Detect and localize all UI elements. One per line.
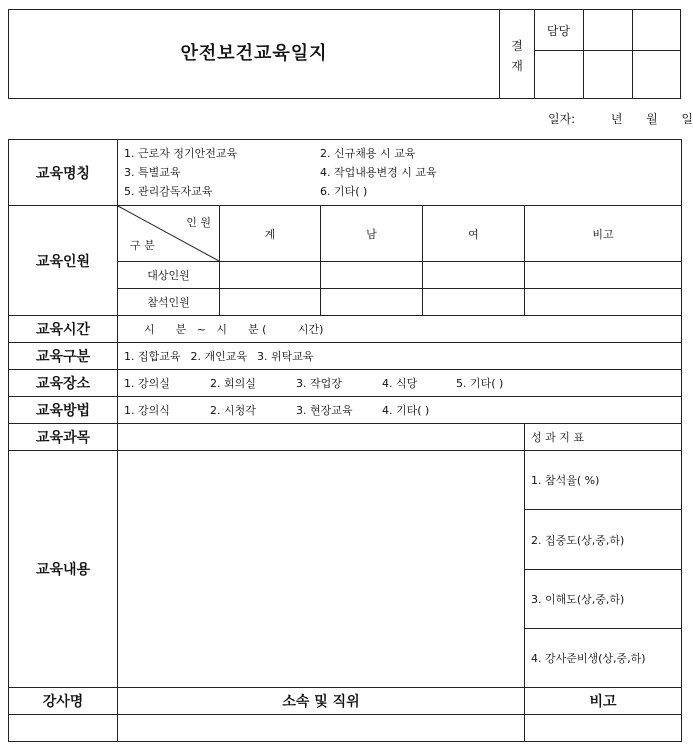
- time-value: 시 분 ~ 시 분 ( 시간): [118, 316, 682, 343]
- content-label: 교육내용: [9, 451, 118, 688]
- subject-field[interactable]: [118, 424, 525, 451]
- instructor-name-label: 강사명: [9, 688, 118, 715]
- type-option: 1. 집합교육: [124, 350, 181, 363]
- date-year: 년: [610, 112, 623, 126]
- col-female: 여: [423, 206, 525, 262]
- attend-female-cell[interactable]: [423, 289, 525, 316]
- corner-bottom-label: 구 분: [130, 239, 155, 252]
- approval-label-1: 결: [511, 39, 523, 53]
- kpi-instructor-prep: 4. 강사준비생(상,중,하): [525, 629, 682, 688]
- date-line: [548, 110, 693, 127]
- date-month: 월: [646, 112, 658, 126]
- course-option: 5. 관리감독자교육: [124, 185, 213, 198]
- instructor-note-field[interactable]: [525, 715, 682, 742]
- approval-label-2: 재: [511, 59, 523, 73]
- place-option: 2. 회의실: [210, 377, 256, 390]
- instructor-affiliation-label: 소속 및 직위: [118, 688, 525, 715]
- col-male: 남: [321, 206, 423, 262]
- content-field[interactable]: [118, 451, 525, 688]
- course-name-label: 교육명칭: [9, 140, 118, 206]
- corner-top-label: 인 원: [186, 216, 211, 229]
- method-options: [118, 397, 682, 424]
- kpi-understanding: 3. 이해도(상,중,하): [525, 570, 682, 629]
- date-label: 일자:: [548, 112, 576, 126]
- attend-note-cell[interactable]: [525, 289, 682, 316]
- course-option: 2. 신규채용 시 교육: [320, 147, 416, 160]
- kpi-concentration: 2. 집중도(상,중,하): [525, 510, 682, 570]
- row-attend: 참석인원: [118, 289, 220, 316]
- attend-total-cell[interactable]: [220, 289, 321, 316]
- row-target: 대상인원: [118, 262, 220, 289]
- instructor-note-label: 비고: [525, 688, 682, 715]
- kpi-attendance: 1. 참석율( %): [525, 451, 682, 510]
- course-option: 6. 기타( ): [320, 185, 368, 198]
- method-option: 4. 기타( ): [382, 404, 430, 417]
- approval-col-label: 담당: [546, 24, 571, 38]
- target-female-cell[interactable]: [423, 262, 525, 289]
- personnel-corner-cell: [118, 206, 220, 262]
- attend-male-cell[interactable]: [321, 289, 423, 316]
- education-log-table: [8, 139, 682, 742]
- date-day: 일: [681, 112, 693, 126]
- approval-divider-3: [632, 9, 633, 99]
- type-options: [118, 343, 682, 370]
- type-option: 2. 개인교육: [190, 350, 247, 363]
- instructor-affiliation-field[interactable]: [118, 715, 525, 742]
- target-total-cell[interactable]: [220, 262, 321, 289]
- course-name-options: [118, 140, 682, 206]
- course-option: 3. 특별교육: [124, 166, 181, 179]
- approval-divider-2: [583, 9, 584, 99]
- method-label: 교육방법: [9, 397, 118, 424]
- course-option: 4. 작업내용변경 시 교육: [320, 166, 437, 179]
- instructor-name-field[interactable]: [9, 715, 118, 742]
- method-option: 3. 현장교육: [296, 404, 353, 417]
- place-option: 5. 기타( ): [456, 377, 504, 390]
- type-option: 3. 위탁교육: [257, 350, 314, 363]
- page-title: 안전보건교육일지: [180, 43, 328, 64]
- place-option: 1. 강의실: [124, 377, 170, 390]
- place-option: 4. 식당: [382, 377, 418, 390]
- col-note: 비고: [525, 206, 682, 262]
- time-label: 교육시간: [9, 316, 118, 343]
- target-male-cell[interactable]: [321, 262, 423, 289]
- method-option: 1. 강의식: [124, 404, 170, 417]
- method-option: 2. 시청각: [210, 404, 256, 417]
- place-options: [118, 370, 682, 397]
- type-label: 교육구분: [9, 343, 118, 370]
- kpi-title: 성 과 지 표: [525, 424, 682, 451]
- course-option: 1. 근로자 정기안전교육: [124, 147, 238, 160]
- target-note-cell[interactable]: [525, 262, 682, 289]
- place-label: 교육장소: [9, 370, 118, 397]
- place-option: 3. 작업장: [296, 377, 342, 390]
- subject-label: 교육과목: [9, 424, 118, 451]
- col-total: 계: [220, 206, 321, 262]
- approval-hline: [534, 50, 681, 51]
- personnel-label: 교육인원: [9, 206, 118, 316]
- approval-label: [500, 36, 534, 76]
